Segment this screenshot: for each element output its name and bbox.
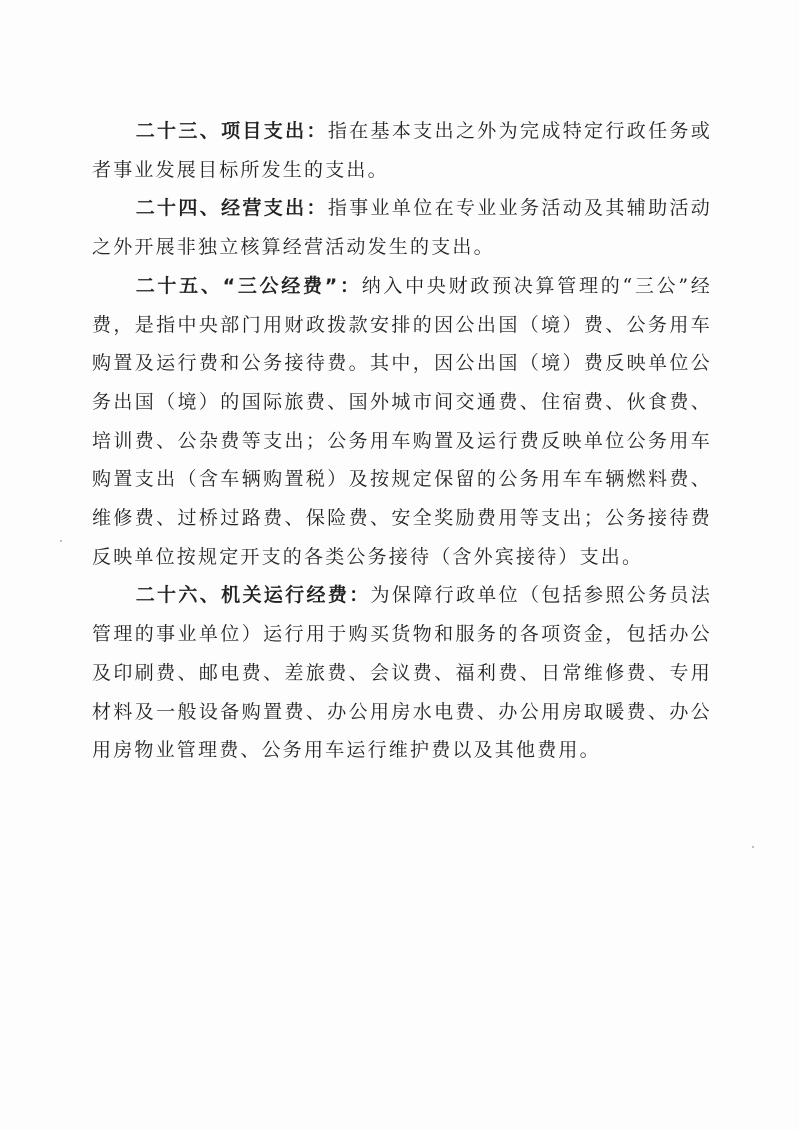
paragraph-heading: 二十五、“三公经费”： (135, 274, 362, 297)
scan-speck (60, 540, 62, 542)
paragraph-project-expenditure (92, 112, 712, 189)
document-body (92, 112, 712, 770)
paragraph-agency-operating-expenses (92, 576, 712, 770)
paragraph-text: 纳入中央财政预决算管理的“三公”经费，是指中央部门用财政拨款安排的因公出国（境）费、公务用车购置及运行费和公务接待费。其中，因公出国（境）费反映单位公务出国（境）的国际旅费、国外城市间交通费、住宿费、伙食费、培训费、公杂费等支出；公务用车购置及运行费反映单位公务用车购置支出（含车辆购置税）及按规定保留的公务用车车辆燃料费、维修费、过桥过路费、保险费、安全奖励费用等支出；公务接待费反映单位按规定开支的各类公务接待（含外宾接待）支出。 (92, 274, 712, 568)
paragraph-text: 指事业单位在专业业务活动及其辅助活动之外开展非独立核算经营活动发生的支出。 (92, 197, 712, 259)
paragraph-three-public-expenses (92, 267, 712, 577)
paragraph-heading: 二十三、项目支出： (135, 120, 328, 142)
paragraph-heading: 二十六、机关运行经费： (135, 584, 371, 607)
paragraph-text: 为保障行政单位（包括参照公务员法管理的事业单位）运行用于购买货物和服务的各项资金，包括办公及印刷费、邮电费、差旅费、会议费、福利费、日常维修费、专用材料及一般设备购置费、办公用房水电费、办公用房取暖费、办公用房物业管理费、公务用车运行维护费以及其他费用。 (92, 584, 713, 762)
paragraph-heading: 二十四、经营支出： (135, 197, 328, 220)
paragraph-text: 指在基本支出之外为完成特定行政任务或者事业发展目标所发生的支出。 (92, 120, 712, 181)
scan-speck (752, 846, 754, 848)
paragraph-operating-expenditure (92, 189, 712, 266)
